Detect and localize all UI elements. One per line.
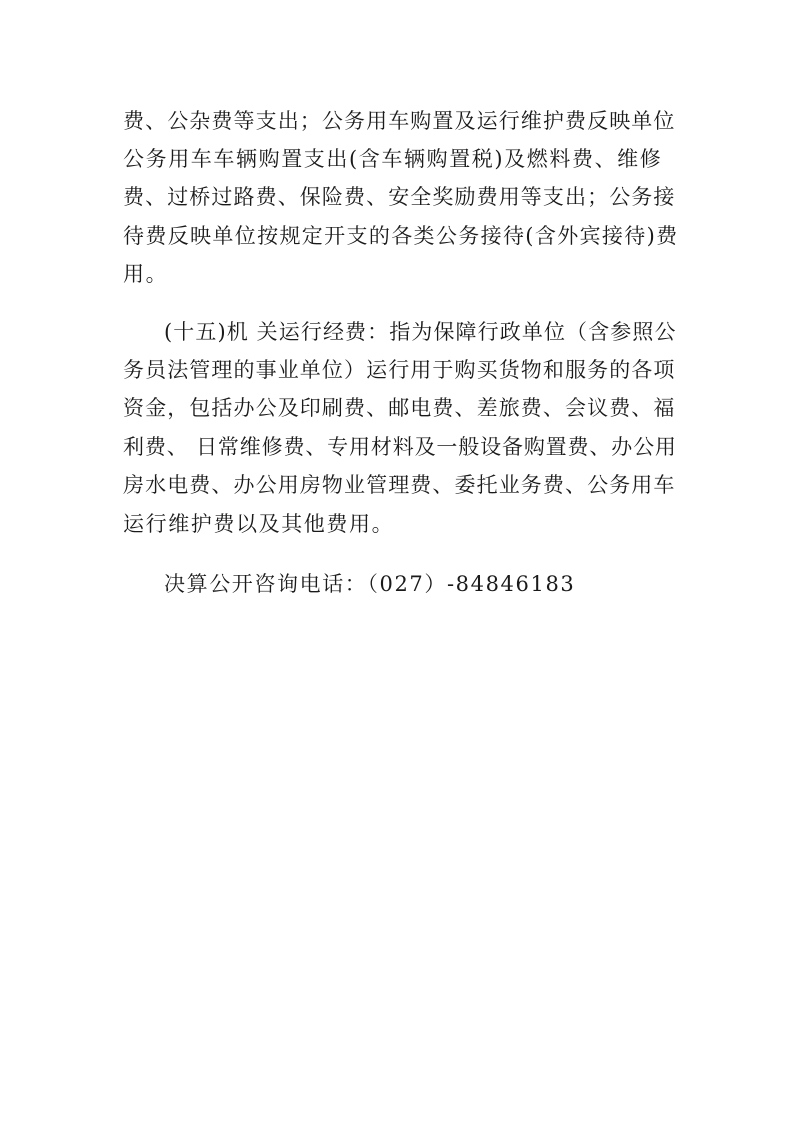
paragraph-2-line-1: (十五)机 关运行经费：指为保障行政单位（含参照公 — [164, 320, 677, 344]
paragraph-1-line-1: 费、公杂费等支出；公务用车购置及运行维护费反映单位 — [123, 109, 676, 133]
paragraph-2-line-6: 运行维护费以及其他费用。 — [123, 512, 395, 536]
contact-phone-line: 决算公开咨询电话：（027）-84846183 — [164, 572, 576, 596]
paragraph-2-line-4: 利费、 日常维修费、专用材料及一般设备购置费、办公用 — [123, 435, 677, 459]
paragraph-2-line-2: 务员法管理的事业单位）运行用于购买货物和服务的各项 — [123, 358, 676, 382]
paragraph-1-line-2: 公务用车车辆购置支出(含车辆购置税)及燃料费、维修 — [123, 147, 663, 171]
paragraph-1-line-5: 用。 — [123, 262, 169, 286]
paragraph-2-line-5: 房水电费、办公用房物业管理费、委托业务费、公务用车 — [123, 473, 676, 497]
paragraph-1-line-4: 待费反映单位按规定开支的各类公务接待(含外宾接待)费 — [123, 224, 679, 248]
paragraph-1-line-3: 费、过桥过路费、保险费、安全奖励费用等支出；公务接 — [123, 185, 676, 209]
paragraph-2-line-3: 资金，包括办公及印刷费、邮电费、差旅费、会议费、福 — [123, 396, 676, 420]
